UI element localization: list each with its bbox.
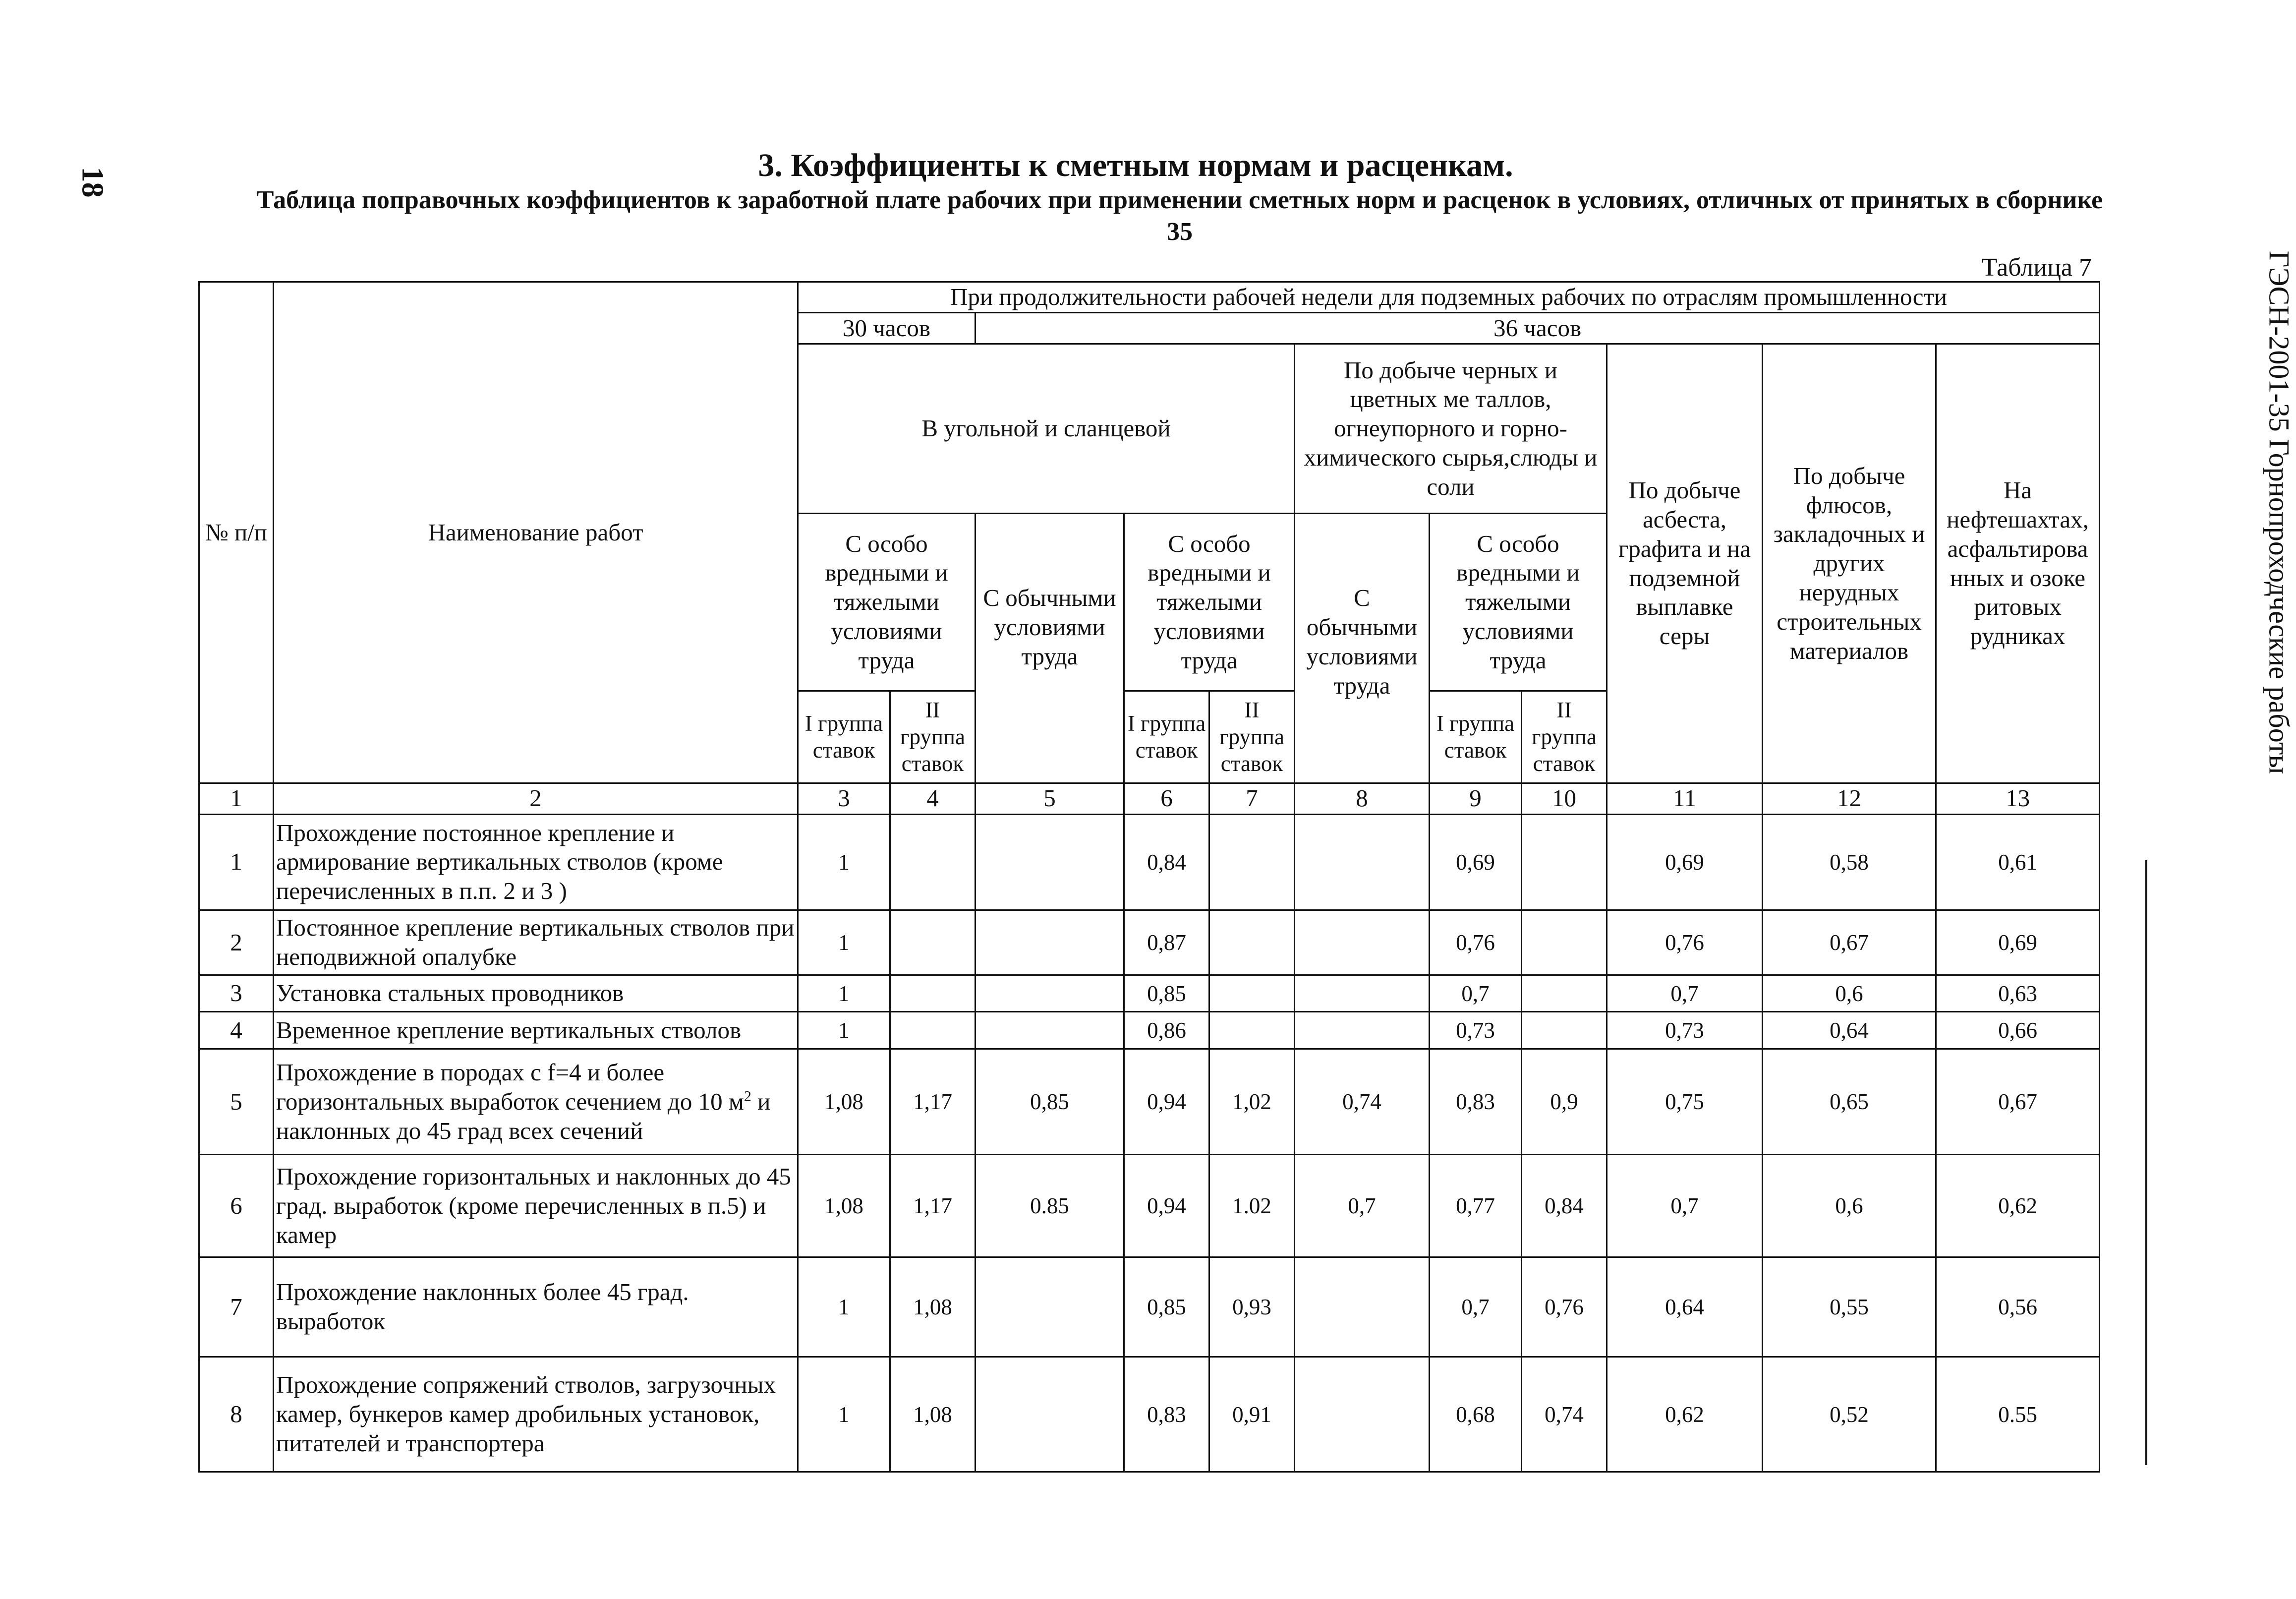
header-metals-special: С особо вредными и тяжелыми условиями труда xyxy=(1430,514,1607,691)
header-group2: II группа ставок xyxy=(1522,691,1607,783)
cell-col13: 0,63 xyxy=(1936,975,2100,1012)
column-number: 6 xyxy=(1124,783,1209,814)
row-number: 8 xyxy=(199,1357,274,1472)
column-number: 1 xyxy=(199,783,274,814)
header-group1: I группа ставок xyxy=(1430,691,1522,783)
side-rule xyxy=(2145,860,2147,1465)
header-group2: II группа ставок xyxy=(1209,691,1295,783)
column-number: 13 xyxy=(1936,783,2100,814)
column-number: 3 xyxy=(798,783,890,814)
cell-col13: 0,66 xyxy=(1936,1012,2100,1049)
cell-col13: 0,56 xyxy=(1936,1257,2100,1357)
cell-col7 xyxy=(1209,1012,1295,1049)
row-number: 3 xyxy=(199,975,274,1012)
cell-col10 xyxy=(1522,1012,1607,1049)
row-number: 1 xyxy=(199,814,274,910)
cell-col3: 1,08 xyxy=(798,1155,890,1257)
table-row xyxy=(199,975,2100,1012)
cell-col10: 0,9 xyxy=(1522,1049,1607,1155)
cell-col7: 0,91 xyxy=(1209,1357,1295,1472)
column-number: 11 xyxy=(1607,783,1763,814)
cell-col7: 1,02 xyxy=(1209,1049,1295,1155)
cell-col10: 0,74 xyxy=(1522,1357,1607,1472)
cell-col5 xyxy=(976,910,1124,975)
cell-col9: 0,68 xyxy=(1430,1357,1522,1472)
cell-col9: 0,83 xyxy=(1430,1049,1522,1155)
header-group1: I группа ставок xyxy=(798,691,890,783)
header-top: При продолжительности рабочей недели для подземных рабочих по отраслям промышленности xyxy=(798,282,2100,313)
cell-col6: 0,86 xyxy=(1124,1012,1209,1049)
cell-col6: 0,84 xyxy=(1124,814,1209,910)
table-label: Таблица 7 xyxy=(1981,253,2092,282)
cell-col11: 0,7 xyxy=(1607,975,1763,1012)
cell-col10: 0,76 xyxy=(1522,1257,1607,1357)
row-work-name xyxy=(274,1049,798,1155)
cell-col7: 1.02 xyxy=(1209,1155,1295,1257)
header-36-hours: 36 часов xyxy=(976,313,2100,344)
cell-col13: 0,69 xyxy=(1936,910,2100,975)
row-work-name: Постоянное крепление вертикальных стволов при неподвижной опалубке xyxy=(274,910,798,975)
cell-col9: 0,73 xyxy=(1430,1012,1522,1049)
cell-col9: 0,76 xyxy=(1430,910,1522,975)
page-number: 18 xyxy=(75,167,110,198)
header-group2: II группа ставок xyxy=(890,691,976,783)
cell-col4: 1,08 xyxy=(890,1257,976,1357)
column-number: 7 xyxy=(1209,783,1295,814)
column-number: 12 xyxy=(1763,783,1936,814)
cell-col8 xyxy=(1295,1357,1430,1472)
cell-col12: 0,6 xyxy=(1763,975,1936,1012)
cell-col11: 0,73 xyxy=(1607,1012,1763,1049)
header-metals: По добыче черных и цветных ме таллов, огнеупорного и горно-химического сырья,слюды и соли xyxy=(1295,344,1607,513)
cell-col4 xyxy=(890,910,976,975)
cell-col9: 0,7 xyxy=(1430,1257,1522,1357)
header-oil: На нефтешахтах, асфальтирова нных и озоке ритовых рудниках xyxy=(1936,344,2100,783)
column-number: 8 xyxy=(1295,783,1430,814)
row-work-name: Прохождение постоянное крепление и армирование вертикальных стволов (кроме перечисленных в п.п. 2 и 3 ) xyxy=(274,814,798,910)
cell-col12: 0,52 xyxy=(1763,1357,1936,1472)
cell-col8: 0,7 xyxy=(1295,1155,1430,1257)
header-name: Наименование работ xyxy=(274,282,798,783)
cell-col11: 0,76 xyxy=(1607,910,1763,975)
cell-col7 xyxy=(1209,910,1295,975)
cell-col6: 0,94 xyxy=(1124,1155,1209,1257)
cell-col4 xyxy=(890,975,976,1012)
header-coal: В угольной и сланцевой xyxy=(798,344,1295,513)
cell-col3: 1 xyxy=(798,1012,890,1049)
cell-col6: 0,85 xyxy=(1124,1257,1209,1357)
cell-col9: 0,77 xyxy=(1430,1155,1522,1257)
cell-col7 xyxy=(1209,975,1295,1012)
cell-col3: 1 xyxy=(798,814,890,910)
cell-col12: 0,65 xyxy=(1763,1049,1936,1155)
cell-col3: 1,08 xyxy=(798,1049,890,1155)
cell-col11: 0,64 xyxy=(1607,1257,1763,1357)
column-number: 10 xyxy=(1522,783,1607,814)
cell-col11: 0,69 xyxy=(1607,814,1763,910)
header-coal-special: С особо вредными и тяжелыми условиями труда xyxy=(798,514,976,691)
header-asbestos: По добыче асбеста, графита и на подземной выплавке серы xyxy=(1607,344,1763,783)
cell-col5 xyxy=(976,1257,1124,1357)
table-row xyxy=(199,1012,2100,1049)
cell-col12: 0,67 xyxy=(1763,910,1936,975)
table-row xyxy=(199,1357,2100,1472)
row-number: 7 xyxy=(199,1257,274,1357)
cell-col12: 0,55 xyxy=(1763,1257,1936,1357)
row-number: 6 xyxy=(199,1155,274,1257)
cell-col5 xyxy=(976,975,1124,1012)
header-metals-ordinary: С обычными условиями труда xyxy=(1295,514,1430,783)
cell-col11: 0,75 xyxy=(1607,1049,1763,1155)
header-fluxes: По добыче флюсов, закладочных и других нерудных строительных материалов xyxy=(1763,344,1936,783)
cell-col8 xyxy=(1295,1012,1430,1049)
cell-col13: 0,67 xyxy=(1936,1049,2100,1155)
column-number: 9 xyxy=(1430,783,1522,814)
cell-col13: 0,62 xyxy=(1936,1155,2100,1257)
row-number: 5 xyxy=(199,1049,274,1155)
cell-col11: 0,62 xyxy=(1607,1357,1763,1472)
cell-col11: 0,7 xyxy=(1607,1155,1763,1257)
cell-col7: 0,93 xyxy=(1209,1257,1295,1357)
cell-col3: 1 xyxy=(798,910,890,975)
row-number: 2 xyxy=(199,910,274,975)
cell-col12: 0,6 xyxy=(1763,1155,1936,1257)
cell-col13: 0.55 xyxy=(1936,1357,2100,1472)
cell-col4 xyxy=(890,814,976,910)
cell-col9: 0,69 xyxy=(1430,814,1522,910)
header-coal-special-36: С особо вредными и тяжелыми условиями труда xyxy=(1124,514,1295,691)
cell-col5 xyxy=(976,1012,1124,1049)
cell-col6: 0,83 xyxy=(1124,1357,1209,1472)
row-work-name: Прохождение горизонтальных и наклонных до 45 град. выработок (кроме перечисленных в п.5) и камер xyxy=(274,1155,798,1257)
row-work-name-part: и наклонных до 45 град всех сечений xyxy=(276,1087,771,1144)
cell-col10: 0,84 xyxy=(1522,1155,1607,1257)
table-row xyxy=(199,1257,2100,1357)
table-caption: Таблица поправочных коэффициентов к заработной плате рабочих при применении сметных норм и расценок в условиях, отличных от принятых в сборнике 35 xyxy=(256,186,2103,246)
cell-col3: 1 xyxy=(798,1357,890,1472)
cell-col12: 0,64 xyxy=(1763,1012,1936,1049)
coefficients-table xyxy=(198,281,2100,1473)
cell-col6: 0,85 xyxy=(1124,975,1209,1012)
section-title: 3. Коэффициенты к сметным нормам и расценкам. xyxy=(758,147,1513,183)
column-number: 4 xyxy=(890,783,976,814)
cell-col7 xyxy=(1209,814,1295,910)
row-work-name: Прохождение сопряжений стволов, загрузочных камер, бункеров камер дробильных установок, питателей и транспортера xyxy=(274,1357,798,1472)
column-number: 2 xyxy=(274,783,798,814)
header-num: № п/п xyxy=(199,282,274,783)
cell-col10 xyxy=(1522,975,1607,1012)
header-coal-ordinary: С обычными условиями труда xyxy=(976,514,1124,783)
table-row xyxy=(199,910,2100,975)
header-group1: I группа ставок xyxy=(1124,691,1209,783)
cell-col5 xyxy=(976,814,1124,910)
cell-col10 xyxy=(1522,910,1607,975)
cell-col8 xyxy=(1295,910,1430,975)
cell-col4: 1,08 xyxy=(890,1357,976,1472)
row-work-name-part: Прохождение в породах с f=4 и более горизонтальных выработок сечением до 10 м xyxy=(276,1058,744,1115)
cell-col5 xyxy=(976,1357,1124,1472)
cell-col8: 0,74 xyxy=(1295,1049,1430,1155)
cell-col10 xyxy=(1522,814,1607,910)
row-work-name: Установка стальных проводников xyxy=(274,975,798,1012)
cell-col5: 0,85 xyxy=(976,1049,1124,1155)
table-row xyxy=(199,814,2100,910)
cell-col4 xyxy=(890,1012,976,1049)
cell-col3: 1 xyxy=(798,975,890,1012)
cell-col6: 0,87 xyxy=(1124,910,1209,975)
row-work-name: Временное крепление вертикальных стволов xyxy=(274,1012,798,1049)
cell-col8 xyxy=(1295,1257,1430,1357)
cell-col8 xyxy=(1295,975,1430,1012)
header-30-hours: 30 часов xyxy=(798,313,976,344)
cell-col5: 0.85 xyxy=(976,1155,1124,1257)
side-running-title: ГЭСН-2001-35 Горнопроходческие работы xyxy=(2263,250,2296,774)
cell-col3: 1 xyxy=(798,1257,890,1357)
cell-col4: 1,17 xyxy=(890,1155,976,1257)
superscript: 2 xyxy=(744,1088,751,1105)
cell-col4: 1,17 xyxy=(890,1049,976,1155)
column-number: 5 xyxy=(976,783,1124,814)
table-row xyxy=(199,1049,2100,1155)
table-row xyxy=(199,1155,2100,1257)
cell-col13: 0,61 xyxy=(1936,814,2100,910)
cell-col6: 0,94 xyxy=(1124,1049,1209,1155)
row-number: 4 xyxy=(199,1012,274,1049)
cell-col12: 0,58 xyxy=(1763,814,1936,910)
cell-col8 xyxy=(1295,814,1430,910)
cell-col9: 0,7 xyxy=(1430,975,1522,1012)
row-work-name: Прохождение наклонных более 45 град. выработок xyxy=(274,1257,798,1357)
